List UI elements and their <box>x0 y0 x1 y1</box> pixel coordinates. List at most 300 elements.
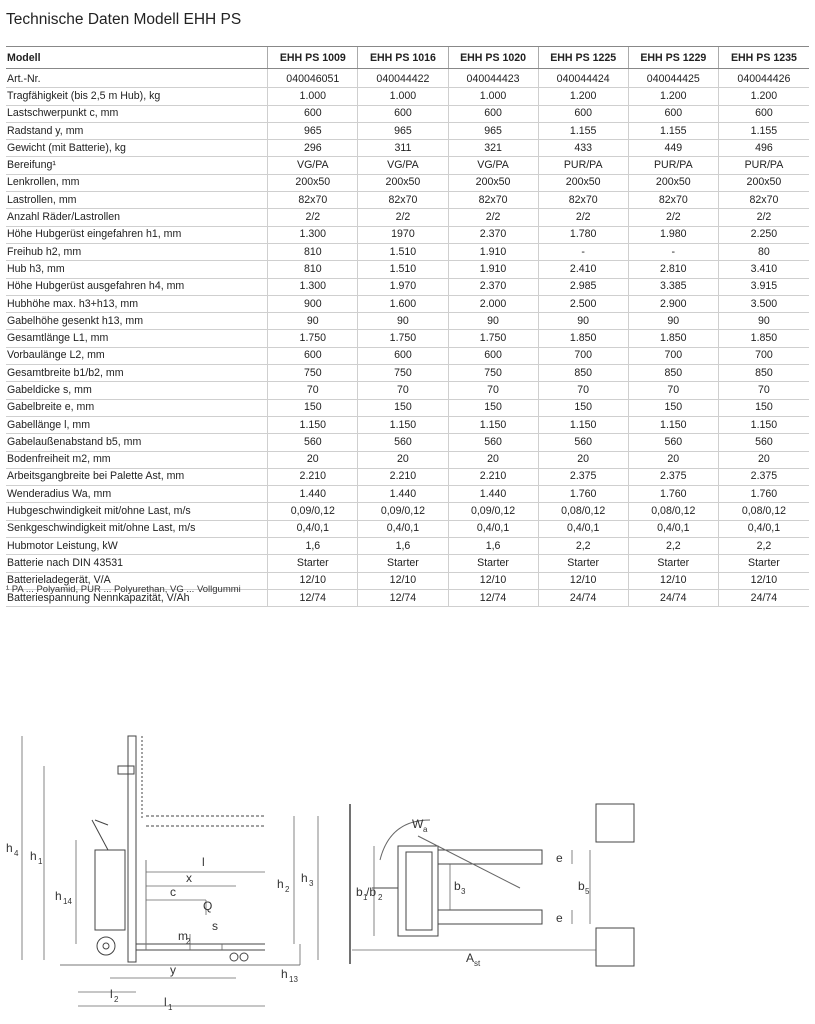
table-cell: 12/10 <box>718 572 809 589</box>
table-cell: 2.410 <box>538 261 628 278</box>
row-label: Lenkrollen, mm <box>6 174 268 191</box>
label-b5: b <box>578 879 585 893</box>
row-label: Gesamtbreite b1/b2, mm <box>6 365 268 382</box>
table-cell: 90 <box>358 313 448 330</box>
table-row <box>6 399 809 416</box>
row-label: Gabellänge l, mm <box>6 416 268 433</box>
svg-text:/b: /b <box>366 885 377 899</box>
table-body <box>6 69 809 607</box>
load-roller <box>230 953 238 961</box>
table-row <box>6 209 809 226</box>
table-cell: 2/2 <box>268 209 358 226</box>
table-cell: 1.850 <box>718 330 809 347</box>
table-cell: 12/10 <box>538 572 628 589</box>
table-cell: 3.500 <box>718 295 809 312</box>
table-cell: 0,4/0,1 <box>448 520 538 537</box>
table-cell: 040044422 <box>358 69 448 88</box>
load-roller <box>240 953 248 961</box>
fork-upper <box>438 850 542 864</box>
table-cell: 3.915 <box>718 278 809 295</box>
table-cell: 1.510 <box>358 261 448 278</box>
table-cell: 1.150 <box>268 416 358 433</box>
table-cell: 965 <box>358 122 448 139</box>
table-cell: 2.900 <box>628 295 718 312</box>
label-c: c <box>170 885 176 899</box>
table-cell: 560 <box>538 434 628 451</box>
row-label: Hubhöhe max. h3+h13, mm <box>6 295 268 312</box>
label-q: Q <box>203 899 213 913</box>
label-l2: l <box>110 987 113 1001</box>
label-h4: h <box>6 841 13 855</box>
table-cell: 150 <box>358 399 448 416</box>
table-cell: 1.440 <box>358 486 448 503</box>
table-cell: 1.760 <box>718 486 809 503</box>
model-header: EHH PS 1009 <box>268 47 358 69</box>
table-cell: PUR/PA <box>538 157 628 174</box>
table-cell: 296 <box>268 140 358 157</box>
table-cell: 1970 <box>358 226 448 243</box>
table-cell: 1,6 <box>358 538 448 555</box>
svg-text:1: 1 <box>168 1003 173 1012</box>
label-h13: h <box>281 967 288 981</box>
row-label: Tragfähigkeit (bis 2,5 m Hub), kg <box>6 88 268 105</box>
svg-text:4: 4 <box>14 849 19 858</box>
table-cell: 0,4/0,1 <box>268 520 358 537</box>
table-cell: 2.985 <box>538 278 628 295</box>
table-cell: 2/2 <box>628 209 718 226</box>
svg-text:3: 3 <box>309 879 314 888</box>
table-row <box>6 434 809 451</box>
label-wa: W <box>412 817 424 831</box>
row-label: Hubgeschwindigkeit mit/ohne Last, m/s <box>6 503 268 520</box>
table-cell: Starter <box>268 555 358 572</box>
table-cell: 965 <box>448 122 538 139</box>
table-cell: Starter <box>358 555 448 572</box>
table-cell: 810 <box>268 243 358 260</box>
table-cell: 2.250 <box>718 226 809 243</box>
table-cell: 1.150 <box>628 416 718 433</box>
table-cell: 2.210 <box>448 468 538 485</box>
table-cell: 1.750 <box>448 330 538 347</box>
table-row <box>6 278 809 295</box>
table-cell: 0,08/0,12 <box>718 503 809 520</box>
table-cell: 150 <box>718 399 809 416</box>
table-cell: 700 <box>718 347 809 364</box>
table-cell: 20 <box>268 451 358 468</box>
row-label: Radstand y, mm <box>6 122 268 139</box>
fork-lower <box>438 910 542 924</box>
table-row <box>6 555 809 572</box>
table-row <box>6 105 809 122</box>
table-cell: 82x70 <box>628 192 718 209</box>
label-b1b2: b <box>356 885 363 899</box>
table-cell: 600 <box>358 347 448 364</box>
table-cell: 1.850 <box>628 330 718 347</box>
table-cell: 040044425 <box>628 69 718 88</box>
table-cell: 900 <box>268 295 358 312</box>
table-row <box>6 365 809 382</box>
table-row <box>6 295 809 312</box>
table-cell: 82x70 <box>538 192 628 209</box>
row-label: Lastschwerpunkt c, mm <box>6 105 268 122</box>
table-cell: 1.200 <box>628 88 718 105</box>
table-cell: 12/10 <box>268 572 358 589</box>
table-cell: 12/74 <box>448 589 538 606</box>
table-cell: Starter <box>538 555 628 572</box>
steer-wheel <box>97 937 115 955</box>
table-row <box>6 192 809 209</box>
table-cell: 2.500 <box>538 295 628 312</box>
table-cell: 2/2 <box>358 209 448 226</box>
model-header: EHH PS 1016 <box>358 47 448 69</box>
row-label: Bodenfreiheit m2, mm <box>6 451 268 468</box>
table-cell: 90 <box>538 313 628 330</box>
table-row <box>6 88 809 105</box>
table-cell: 750 <box>358 365 448 382</box>
table-cell: 2.375 <box>628 468 718 485</box>
table-cell: 90 <box>268 313 358 330</box>
table-cell: 560 <box>358 434 448 451</box>
table-cell: 700 <box>538 347 628 364</box>
table-cell: 600 <box>718 105 809 122</box>
table-cell: 0,4/0,1 <box>628 520 718 537</box>
table-cell: 3.385 <box>628 278 718 295</box>
svg-text:1: 1 <box>363 893 368 902</box>
table-row <box>6 416 809 433</box>
table-cell: 24/74 <box>718 589 809 606</box>
table-cell: 1.155 <box>628 122 718 139</box>
table-cell: 82x70 <box>268 192 358 209</box>
table-cell: 150 <box>538 399 628 416</box>
table-cell: PUR/PA <box>628 157 718 174</box>
table-cell: 24/74 <box>538 589 628 606</box>
table-cell: 560 <box>268 434 358 451</box>
table-cell: 600 <box>448 105 538 122</box>
table-cell: 1.000 <box>358 88 448 105</box>
table-cell: 1.300 <box>268 226 358 243</box>
table-cell: 1.510 <box>358 243 448 260</box>
table-row <box>6 243 809 260</box>
table-cell: 449 <box>628 140 718 157</box>
table-cell: 1,6 <box>268 538 358 555</box>
table-cell: 0,08/0,12 <box>628 503 718 520</box>
table-cell: 2/2 <box>718 209 809 226</box>
table-cell: 70 <box>448 382 538 399</box>
table-cell: 12/74 <box>358 589 448 606</box>
table-row <box>6 140 809 157</box>
table-cell: 040044426 <box>718 69 809 88</box>
header-label: Modell <box>6 47 268 69</box>
battery-housing <box>95 850 125 930</box>
table-cell: 0,09/0,12 <box>448 503 538 520</box>
table-cell: 965 <box>268 122 358 139</box>
table-cell: 321 <box>448 140 538 157</box>
row-label: Gabelaußenabstand b5, mm <box>6 434 268 451</box>
table-cell: 1.200 <box>538 88 628 105</box>
row-label: Batteriespannung Nennkapazität, V/Ah <box>6 589 268 606</box>
label-ast: A <box>466 951 475 965</box>
row-label: Lastrollen, mm <box>6 192 268 209</box>
row-label: Höhe Hubgerüst ausgefahren h4, mm <box>6 278 268 295</box>
row-label: Arbeitsgangbreite bei Palette Ast, mm <box>6 468 268 485</box>
table-row <box>6 503 809 520</box>
label-h1: h <box>30 849 37 863</box>
table-cell: 2/2 <box>448 209 538 226</box>
table-cell: 1.850 <box>538 330 628 347</box>
table-cell: 1.750 <box>268 330 358 347</box>
spec-table <box>6 46 809 607</box>
table-cell: 040044424 <box>538 69 628 88</box>
svg-text:14: 14 <box>63 897 72 906</box>
table-cell: 1.200 <box>718 88 809 105</box>
mast-head <box>118 766 134 774</box>
table-cell: 90 <box>718 313 809 330</box>
table-cell: Starter <box>718 555 809 572</box>
table-cell: 600 <box>358 105 448 122</box>
table-cell: 750 <box>268 365 358 382</box>
table-row <box>6 330 809 347</box>
model-header: EHH PS 1225 <box>538 47 628 69</box>
row-label: Gabelhöhe gesenkt h13, mm <box>6 313 268 330</box>
wall-block-top <box>596 804 634 842</box>
table-cell: 1.600 <box>358 295 448 312</box>
row-label: Art.-Nr. <box>6 69 268 88</box>
table-cell: 1.910 <box>448 243 538 260</box>
table-cell: 1.760 <box>538 486 628 503</box>
table-cell: 1.910 <box>448 261 538 278</box>
table-cell: 1.980 <box>628 226 718 243</box>
table-cell: 12/10 <box>358 572 448 589</box>
mast <box>128 736 136 962</box>
table-cell: Starter <box>628 555 718 572</box>
table-row <box>6 122 809 139</box>
svg-text:2: 2 <box>285 885 290 894</box>
table-cell: VG/PA <box>358 157 448 174</box>
row-label: Gabelbreite e, mm <box>6 399 268 416</box>
table-cell: 70 <box>268 382 358 399</box>
table-cell: 70 <box>628 382 718 399</box>
table-cell: 20 <box>628 451 718 468</box>
row-label: Freihub h2, mm <box>6 243 268 260</box>
row-label: Hubmotor Leistung, kW <box>6 538 268 555</box>
table-cell: 82x70 <box>718 192 809 209</box>
table-cell: 2,2 <box>538 538 628 555</box>
table-cell: 2.375 <box>718 468 809 485</box>
svg-text:2: 2 <box>186 937 191 946</box>
table-cell: 433 <box>538 140 628 157</box>
table-cell: 1.970 <box>358 278 448 295</box>
table-cell: 040044423 <box>448 69 538 88</box>
wall-block-bottom <box>596 928 634 966</box>
label-h14: h <box>55 889 62 903</box>
table-cell: 1.150 <box>448 416 538 433</box>
table-cell: 12/10 <box>448 572 538 589</box>
table-row <box>6 157 809 174</box>
table-cell: 810 <box>268 261 358 278</box>
svg-text:st: st <box>474 959 481 968</box>
table-cell: 850 <box>538 365 628 382</box>
table-cell: 2.210 <box>268 468 358 485</box>
row-label: Hub h3, mm <box>6 261 268 278</box>
table-cell: 0,09/0,12 <box>358 503 448 520</box>
table-cell: 150 <box>628 399 718 416</box>
model-header: EHH PS 1235 <box>718 47 809 69</box>
table-cell: 200x50 <box>358 174 448 191</box>
table-cell: 0,4/0,1 <box>538 520 628 537</box>
svg-text:1: 1 <box>38 857 43 866</box>
table-cell: 2/2 <box>538 209 628 226</box>
model-header: EHH PS 1020 <box>448 47 538 69</box>
table-cell: - <box>538 243 628 260</box>
table-cell: 90 <box>628 313 718 330</box>
table-cell: 20 <box>448 451 538 468</box>
table-row <box>6 261 809 278</box>
table-cell: 90 <box>448 313 538 330</box>
table-cell: 1.760 <box>628 486 718 503</box>
table-cell: Starter <box>448 555 538 572</box>
table-header-row <box>6 47 809 69</box>
row-label: Senkgeschwindigkeit mit/ohne Last, m/s <box>6 520 268 537</box>
table-cell: 600 <box>448 347 538 364</box>
table-cell: 850 <box>628 365 718 382</box>
table-cell: VG/PA <box>448 157 538 174</box>
table-cell: 0,4/0,1 <box>718 520 809 537</box>
table-cell: 20 <box>718 451 809 468</box>
label-s: s <box>212 919 218 933</box>
table-cell: 2.375 <box>538 468 628 485</box>
table-row <box>6 313 809 330</box>
table-cell: 850 <box>718 365 809 382</box>
table-cell: 1.440 <box>448 486 538 503</box>
row-label: Gesamtlänge L1, mm <box>6 330 268 347</box>
table-cell: 70 <box>538 382 628 399</box>
table-cell: 0,4/0,1 <box>358 520 448 537</box>
table-cell: 600 <box>268 347 358 364</box>
table-cell: 24/74 <box>628 589 718 606</box>
table-row <box>6 486 809 503</box>
table-cell: 0,09/0,12 <box>268 503 358 520</box>
svg-text:2: 2 <box>378 893 383 902</box>
table-cell: 12/10 <box>628 572 718 589</box>
svg-text:2: 2 <box>114 995 119 1004</box>
table-cell: 70 <box>358 382 448 399</box>
table-cell: 1.150 <box>718 416 809 433</box>
table-cell: 1.440 <box>268 486 358 503</box>
label-h2: h <box>277 877 284 891</box>
table-cell: 560 <box>448 434 538 451</box>
table-cell: 150 <box>448 399 538 416</box>
table-cell: 3.410 <box>718 261 809 278</box>
table-cell: 311 <box>358 140 448 157</box>
table-cell: 2.370 <box>448 278 538 295</box>
label-h3: h <box>301 871 308 885</box>
table-cell: 0,08/0,12 <box>538 503 628 520</box>
table-cell: 1.780 <box>538 226 628 243</box>
row-label: Höhe Hubgerüst eingefahren h1, mm <box>6 226 268 243</box>
table-cell: 496 <box>718 140 809 157</box>
table-cell: 1.155 <box>538 122 628 139</box>
page-title: Technische Daten Modell EHH PS <box>6 11 242 28</box>
table-cell: 2.210 <box>358 468 448 485</box>
row-label: Gabeldicke s, mm <box>6 382 268 399</box>
svg-text:a: a <box>423 825 428 834</box>
table-cell: 1.000 <box>268 88 358 105</box>
label-y: y <box>170 963 176 977</box>
row-label: Vorbaulänge L2, mm <box>6 347 268 364</box>
technical-drawing <box>0 700 815 1024</box>
table-cell: 750 <box>448 365 538 382</box>
label-b3: b <box>454 879 461 893</box>
row-label: Batterieladegerät, V/A <box>6 572 268 589</box>
table-cell: 200x50 <box>538 174 628 191</box>
table-cell: 1,6 <box>448 538 538 555</box>
table-cell: 70 <box>718 382 809 399</box>
svg-text:13: 13 <box>289 975 298 984</box>
table-row <box>6 538 809 555</box>
row-label: Bereifung¹ <box>6 157 268 174</box>
table-cell: 12/74 <box>268 589 358 606</box>
table-row <box>6 226 809 243</box>
table-cell: 200x50 <box>268 174 358 191</box>
row-label: Batterie nach DIN 43531 <box>6 555 268 572</box>
label-m2: m <box>178 929 188 943</box>
table-row <box>6 468 809 485</box>
svg-text:5: 5 <box>585 887 590 896</box>
table-cell: 80 <box>718 243 809 260</box>
table-cell: 200x50 <box>448 174 538 191</box>
table-cell: 040046051 <box>268 69 358 88</box>
table-cell: 700 <box>628 347 718 364</box>
label-e-lower: e <box>556 911 563 925</box>
table-cell: 150 <box>268 399 358 416</box>
row-label: Anzahl Räder/Lastrollen <box>6 209 268 226</box>
table-cell: 82x70 <box>358 192 448 209</box>
table-cell: 2.370 <box>448 226 538 243</box>
table-row <box>6 451 809 468</box>
table-cell: 82x70 <box>448 192 538 209</box>
table-cell: 1.155 <box>718 122 809 139</box>
table-row <box>6 520 809 537</box>
table-row <box>6 174 809 191</box>
table-cell: 1.150 <box>358 416 448 433</box>
table-cell: 1.150 <box>538 416 628 433</box>
table-cell: 2.000 <box>448 295 538 312</box>
table-cell: 200x50 <box>718 174 809 191</box>
table-cell: 20 <box>538 451 628 468</box>
label-l: l <box>202 855 205 869</box>
table-row <box>6 382 809 399</box>
label-x: x <box>186 871 192 885</box>
label-l1: l <box>164 995 167 1009</box>
side-view-labels <box>6 841 314 1012</box>
model-header: EHH PS 1229 <box>628 47 718 69</box>
tiller-grip <box>95 820 108 825</box>
table-cell: 20 <box>358 451 448 468</box>
footnote: ¹ PA ... Polyamid, PUR ... Polyurethan, VG ... Vollgummi <box>6 584 241 595</box>
row-label: Wenderadius Wa, mm <box>6 486 268 503</box>
top-view-drawing <box>350 804 634 966</box>
table-cell: 2,2 <box>718 538 809 555</box>
table-cell: 600 <box>538 105 628 122</box>
radius-line <box>418 836 520 888</box>
table-cell: 560 <box>718 434 809 451</box>
table-cell: 2.810 <box>628 261 718 278</box>
top-view-labels <box>356 817 590 968</box>
table-cell: 1.000 <box>448 88 538 105</box>
svg-text:3: 3 <box>461 887 466 896</box>
table-cell: 2,2 <box>628 538 718 555</box>
row-label: Gewicht (mit Batterie), kg <box>6 140 268 157</box>
